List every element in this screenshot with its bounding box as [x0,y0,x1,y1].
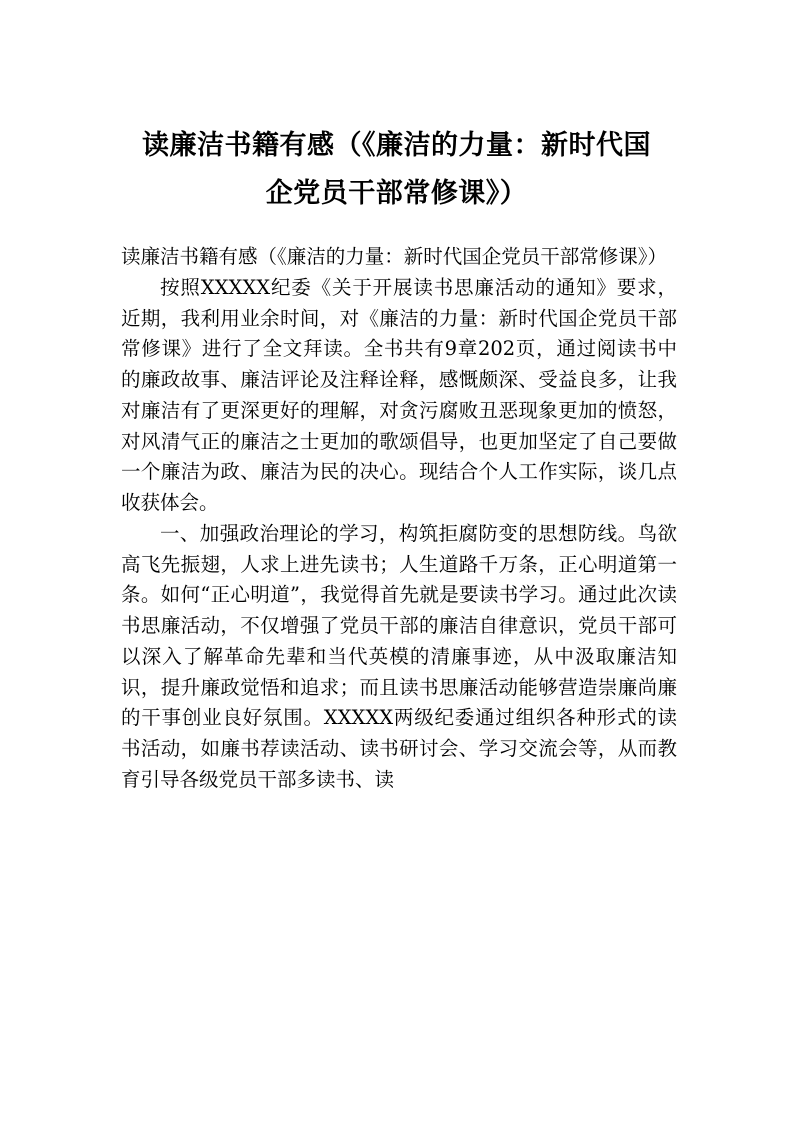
title-line-2: 企党员干部常修课》） [265,178,528,209]
title-line-1: 读廉洁书籍有感（《廉洁的力量：新时代国 [142,130,651,161]
subtitle-paragraph: 读廉洁书籍有感（《廉洁的力量：新时代国企党员干部常修课》） [121,245,668,268]
document-title [100,122,693,218]
section-one-paragraph: 一、加强政治理论的学习，构筑拒腐防变的思想防线。鸟欲高飞先振翅，人求上进先读书；人生道路千万条，正心明道第一条。如何“正心明道”，我觉得首先就是要读书学习。通过此次读书思廉活动，不仅增强了党员干部的廉洁自律意识，党员干部可以深入了解革命先辈和当代英模的清廉事迹，从中汲取廉洁知识，提升廉政觉悟和追求；而且读书思廉活动能够营造崇廉尚廉的干事创业良好氛围。XXXXX两级纪委通过组织各种形式的读书活动，如廉书荐读活动、读书研讨会、学习交流会等，从而教育引导各级党员干部多读书、读 [121,521,677,791]
document-body [121,242,677,796]
intro-paragraph: 按照XXXXX纪委《关于开展读书思廉活动的通知》要求，近期，我利用业余时间，对《廉洁的力量：新时代国企党员干部常修课》进行了全文拜读。全书共有9章202页，通过阅读书中的廉政故事、廉洁评论及注释诠释，感慨颇深、受益良多，让我对廉洁有了更深更好的理解，对贪污腐败丑恶现象更加的愤怒，对风清气正的廉洁之士更加的歌颂倡导，也更加坚定了自己要做一个廉洁为政、廉洁为民的决心。现结合个人工作实际，谈几点收获体会。 [121,275,677,514]
